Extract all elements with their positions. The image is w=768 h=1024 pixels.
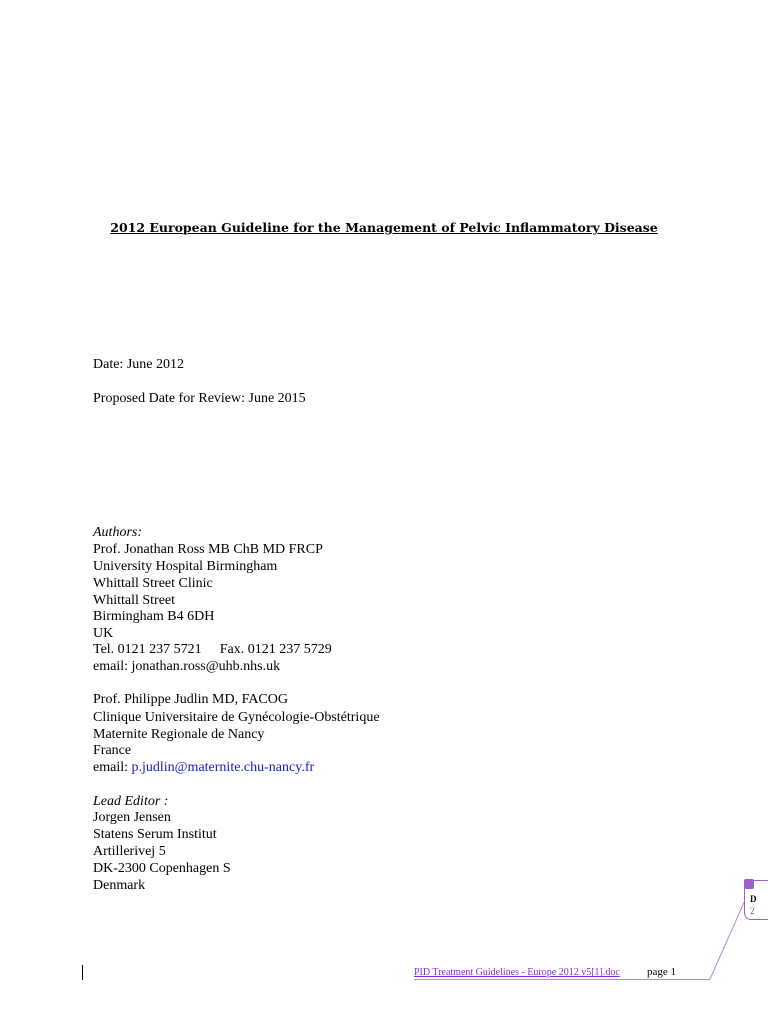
comment-text-line1: D bbox=[750, 894, 757, 904]
editor-name: Jorgen Jensen bbox=[93, 810, 171, 825]
authors-heading: Authors: bbox=[93, 525, 142, 540]
editor-country: Denmark bbox=[93, 878, 146, 893]
author1-email: email: jonathan.ross@uhb.nhs.uk bbox=[93, 659, 281, 674]
footer-filename: PID Treatment Guidelines - Europe 2012 v5[1].doc bbox=[414, 967, 620, 978]
author1-street: Whittall Street bbox=[93, 593, 176, 608]
editor-city: DK-2300 Copenhagen S bbox=[93, 861, 231, 876]
editor-street: Artillerivej 5 bbox=[93, 844, 166, 859]
comment-marker-icon bbox=[744, 879, 754, 889]
comment-text-line2: 2 bbox=[750, 906, 755, 916]
author1-city: Birmingham B4 6DH bbox=[93, 609, 215, 624]
author1-name: Prof. Jonathan Ross MB ChB MD FRCP bbox=[93, 542, 323, 557]
review-date-line: Proposed Date for Review: June 2015 bbox=[93, 391, 306, 406]
author2-org: Clinique Universitaire de Gynécologie-Obstétrique bbox=[93, 710, 380, 725]
author1-tel: Tel. 0121 237 5721 bbox=[93, 642, 202, 657]
date-line: Date: June 2012 bbox=[93, 357, 184, 372]
author2-email-link[interactable]: p.judlin@maternite.chu-nancy.fr bbox=[131, 760, 315, 775]
editor-org: Statens Serum Institut bbox=[93, 827, 217, 842]
author2-hospital: Maternite Regionale de Nancy bbox=[93, 727, 265, 742]
author2-country: France bbox=[93, 743, 132, 758]
author1-org: University Hospital Birmingham bbox=[93, 559, 278, 574]
footer-page-number: page 1 bbox=[647, 966, 677, 978]
author1-clinic: Whittall Street Clinic bbox=[93, 576, 213, 591]
author2-email-label: email: bbox=[93, 760, 132, 775]
author1-fax: Fax. 0121 237 5729 bbox=[219, 642, 332, 657]
author1-country: UK bbox=[93, 626, 114, 641]
lead-editor-heading: Lead Editor : bbox=[93, 794, 169, 809]
author2-name: Prof. Philippe Judlin MD, FACOG bbox=[93, 692, 288, 707]
document-title: 2012 European Guideline for the Management of Pelvic Inflammatory Disease bbox=[110, 220, 658, 235]
